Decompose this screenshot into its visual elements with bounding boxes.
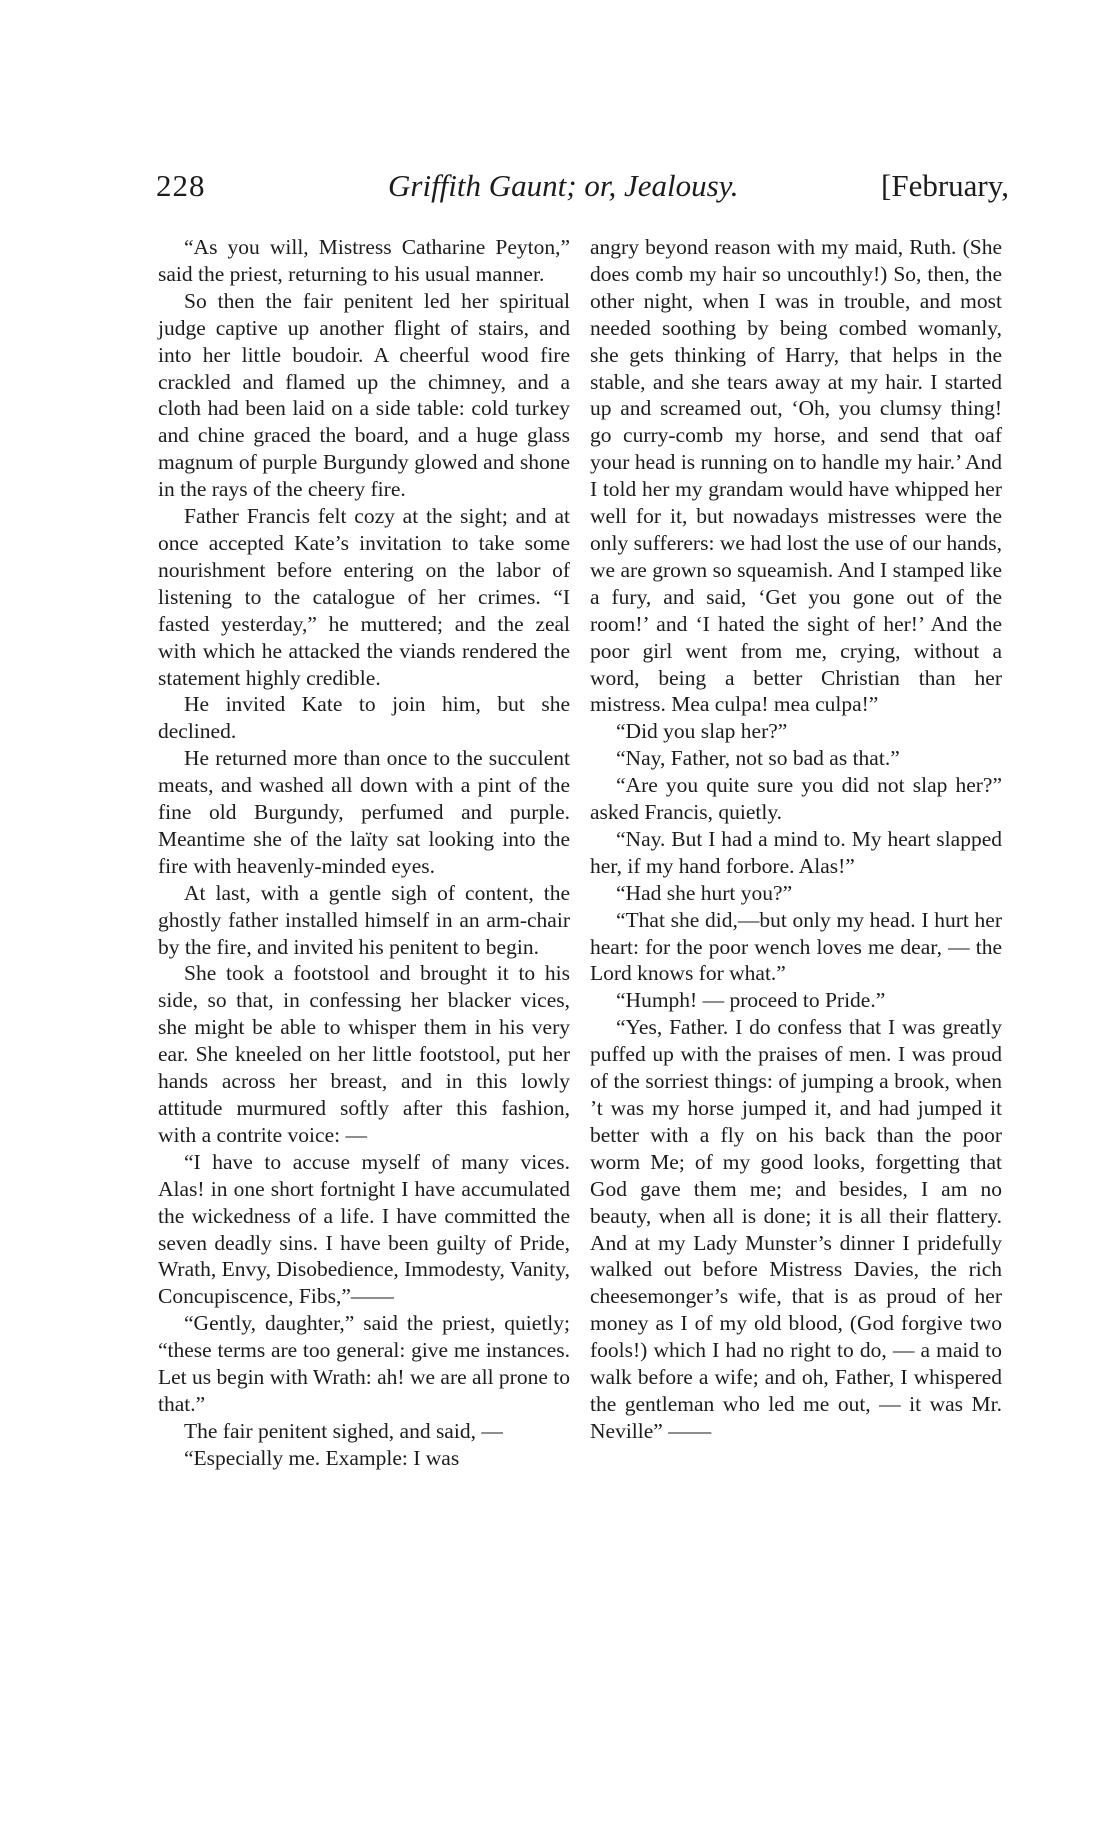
paragraph: So then the fair penitent led her spiritual judge captive up another flight of stairs, and into her little boudoir. A cheerful wood fire crackled and flamed up the chimney, and a cloth had been laid on a side table: cold turkey and chine graced the board, and a huge glass magnum of purple Burgundy glowed and shone in the rays of the cheery fire. — [158, 288, 570, 502]
paragraph: “Humph! — proceed to Pride.” — [616, 988, 886, 1013]
paragraph: At last, with a gentle sigh of content, the ghostly father installed himself in an arm-chair by the fire, and invited his penitent to begin. — [158, 880, 570, 959]
running-title: Griffith Gaunt; or, Jealousy. — [388, 168, 739, 203]
paragraph: “Nay. But I had a mind to. My heart slapped her, if my hand forbore. Alas!” — [590, 826, 1002, 878]
paragraph: He returned more than once to the succulent meats, and washed all down with a pint of the fine old Burgundy, perfumed and purple. Meantime she of the laïty sat looking into the fire with heavenly-minded eyes. — [158, 746, 570, 878]
paragraph: “Are you quite sure you did not slap her?” asked Francis, quietly. — [590, 773, 1002, 825]
paragraph: “As you will, Mistress Catharine Peyton,” said the priest, returning to his usual manner. — [158, 235, 570, 286]
paragraph: He invited Kate to join him, but she declined. — [158, 692, 570, 744]
paragraph: “I have to accuse myself of many vices. Alas! in one short fortnight I have accumulated the wickedness of a life. I have committed the seven deadly sins. I have been guilty of Pride, Wrath, Envy, Disobedience, Immodesty, Vanity, Concupiscence, Fibs,”—— — [158, 1149, 570, 1309]
paragraph: “Especially me. Example: I was — [184, 1445, 460, 1470]
paragraph: “Yes, Father. I do confess that I was greatly puffed up with the praises of men. I was proud of the sorriest things: of jumping a brook, when ’t was my horse jumped it, and had jumped it better with a fly on his back than the poor worm Me; of my good looks, forgetting that God gave them me; and besides, I am no beauty, when all is done; it is all their flattery. And at my Lady Munster’s dinner I pridefully walked out before Mistress Davies, the rich cheesemonger’s wife, that is as proud of her money as I of my old blood, (God forgive two fools!) which I had no right to do, — a maid to walk before a wife; and oh, Father, I whispered the gentleman who led me out, — it was Mr. Neville” —— — [590, 1015, 1002, 1443]
paragraph: “That she did,—but only my head. I hurt her heart: for the poor wench loves me dear, — the Lord knows for what.” — [590, 907, 1002, 986]
issue-month: [February, — [881, 168, 1009, 203]
page-number: 228 — [156, 168, 206, 203]
paragraph: “Nay, Father, not so bad as that.” — [616, 746, 900, 771]
left-column — [158, 234, 570, 1472]
paragraph: She took a footstool and brought it to his side, so that, in confessing her blacker vices, she might be able to whisper them in his very ear. She kneeled on her little footstool, put her hands across her breast, and in this lowly attitude murmured softly after this fashion, with a contrite voice: — — [158, 961, 570, 1147]
paragraph: “Had she hurt you?” — [616, 880, 793, 905]
paragraph-continuation: angry beyond reason with my maid, Ruth. (She does comb my hair so uncouthly!) So, then, the other night, when I was in trouble, and most needed soothing by being combed womanly, she gets thinking of Harry, that helps in the stable, and she tears away at my hair. I started up and screamed out, ‘Oh, you clumsy thing! go curry-comb my horse, and send that oaf your head is running on to handle my hair.’ And I told her my grandam would have whipped her well for it, but nowadays mistresses were the only sufferers: we had lost the use of our hands, we are grown so squeamish. And I stamped like a fury, and said, ‘Get you gone out of the room!’ and ‘I hated the sight of her!’ And the poor girl went from me, crying, without a word, being a better Christian than her mistress. Mea culpa! mea culpa!” — [590, 235, 1002, 717]
paragraph: The fair penitent sighed, and said, — — [184, 1418, 503, 1443]
paragraph: Father Francis felt cozy at the sight; and at once accepted Kate’s invitation to take some nourishment before entering on the labor of listening to the catalogue of her crimes. “I fasted yesterday,” he muttered; and the zeal with which he attacked the viands rendered the statement highly credible. — [158, 504, 570, 690]
paragraph: “Gently, daughter,” said the priest, quietly; “these terms are too general: give me instances. Let us begin with Wrath: ah! we are all prone to that.” — [158, 1311, 570, 1416]
running-header — [156, 168, 1009, 216]
paragraph: “Did you slap her?” — [616, 719, 788, 744]
right-column — [590, 234, 1002, 1445]
